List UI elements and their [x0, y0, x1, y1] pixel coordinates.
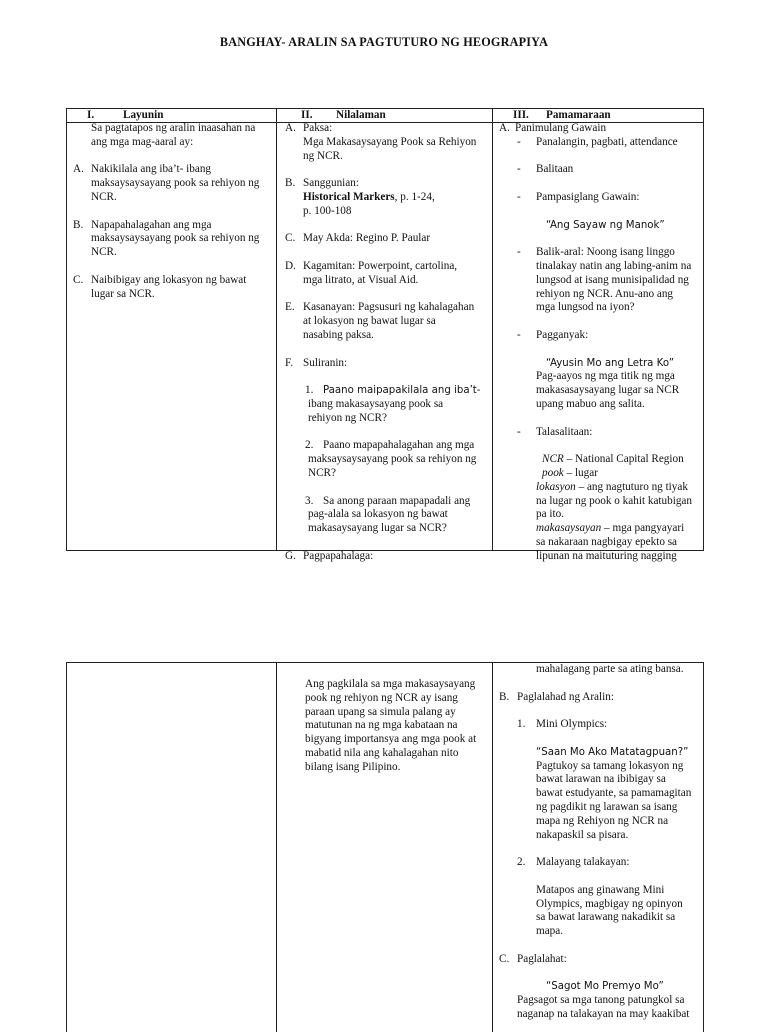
- talasalitaan-bullet: - Talasalitaan:: [517, 425, 593, 438]
- nilalaman-suliranin: F. Suliranin:: [285, 356, 348, 369]
- lesson-plan-table: [66, 108, 704, 562]
- mini-olympics-title: “Saan Mo Ako Matatagpuan?”: [536, 746, 689, 758]
- layunin-item-c: C. Naibibigay ang lokasyon ng bawat lugar sa NCR.: [73, 273, 247, 300]
- pamamaraan-c: C. Paglalahat:: [499, 952, 567, 965]
- document-title: BANGHAY- ARALIN SA PAGTUTURO NG HEOGRAPIYA: [219, 35, 549, 49]
- balitaan-bullet: - Balitaan: [517, 163, 574, 176]
- pamamaraan-b: B. Paglalahad ng Aralin:: [499, 690, 614, 703]
- pampasigla-title: “Ang Sayaw ng Manok”: [546, 219, 665, 231]
- column-divider: [276, 109, 277, 550]
- suliranin-item-1: 1. Paano maipapakilala ang iba’t- ibang makasaysayang pook sa rehiyon ng NCR?: [305, 384, 481, 424]
- mini-olympics-description: Pagtukoy sa tamang lokasyon ng bawat larawan na ibibigay sa bawat estudyante, sa pamamagitan ng pagdikit ng larawan sa isang mapa ng Rehiyon ng NCR na nakapaskil sa pisara.: [536, 759, 692, 841]
- header-nilalaman: II. Nilalaman: [301, 109, 386, 121]
- pagganyak-bullet: - Pagganyak:: [517, 328, 589, 341]
- nilalaman-kasanayan: E. Kasanayan: Pagsusuri ng kahalagahan at lokasyon ng bawat lugar sa nasabing paksa.: [285, 301, 475, 341]
- layunin-item-a: A. Nakikilala ang iba’t- ibang maksaysaysayang pook sa rehiyon ng NCR.: [73, 163, 260, 203]
- header-layunin: I. Layunin: [87, 109, 164, 121]
- pamamaraan-a: A. Panimulang Gawain: [499, 122, 607, 134]
- glossary-ncr: NCR – National Capital Region: [542, 453, 684, 466]
- mini-olympics: 1. Mini Olympics:: [517, 718, 608, 731]
- nilalaman-sanggunian: B. Sanggunian: Historical Markers, p. 1-24, p. 100-108: [285, 177, 435, 217]
- nilalaman-kagamitan: D. Kagamitan: Powerpoint, cartolina, mga litrato, at Visual Aid.: [285, 259, 458, 286]
- paglalahat-title: “Sagot Mo Premyo Mo”: [546, 981, 664, 993]
- panalangin-bullet: - Panalangin, pagbati, attendance: [517, 135, 678, 148]
- column-divider: [492, 109, 493, 550]
- nilalaman-column: [285, 122, 490, 564]
- column-divider: [492, 663, 493, 1032]
- malayang-talakayan-description: Matapos ang ginawang Mini Olympics, magbigay ng opinyon sa bawat larawang nakadikit sa mapa.: [536, 883, 683, 938]
- suliranin-item-3: 3. Sa anong paraan mapapadali ang pag-alala sa lokasyon ng bawat makasaysayang lugar sa NCR?: [305, 494, 471, 535]
- glossary-pook: pook – lugar: [542, 466, 598, 479]
- layunin-intro-line: ang mga mag-aaral ay:: [91, 135, 194, 148]
- pagganyak-title: “Ayusin Mo ang Letra Ko”: [546, 357, 674, 369]
- nilalaman-pagpapahalaga: G. Pagpapahalaga:: [285, 549, 374, 562]
- balik-aral-bullet: - Balik-aral: Noong isang linggo tinalakay natin ang labing-anim na lungsod at isang munisipalidad ng rehiyon ng NCR. Anu-ano ang mga lungsod na iyon?: [517, 246, 692, 314]
- glossary-lokasyon: lokasyon – ang nagtuturo ng tiyak: [536, 480, 688, 493]
- suliranin-item-2: 2. Paano mapapahalagahan ang mga maksaysaysayang pook sa rehiyon ng NCR?: [305, 439, 477, 479]
- pamamaraan-column-continued: [499, 663, 699, 1022]
- nilalaman-paksa: A. Paksa: Mga Makasaysayang Pook sa Rehiyon ng NCR.: [285, 122, 477, 162]
- header-pamamaraan: III. Pamamaraan: [513, 109, 611, 121]
- pagganyak-description: Pag-aayos ng mga titik ng mga makasasaysayang lugar sa NCR upang mabuo ang salita.: [536, 370, 680, 410]
- column-divider: [276, 663, 277, 1032]
- paglalahat-description: Pagsagot sa mga tanong patungkol sa naganap na talakayan na may kaakibat: [517, 994, 690, 1020]
- continuation-line: mahalagang parte sa ating bansa.: [536, 663, 684, 675]
- glossary-makasaysayan: makasaysayan – mga pangyayari: [536, 522, 685, 535]
- glossary: NCR – National Capital Region pook – lugar lokasyon – ang nagtuturo ng tiyak na lugar ng pook o kahit katubigan pa ito. makasaysayan – mga pangyayari sa nakaraan nagbigay epekto sa lipunan na maituturing nagging: [499, 453, 699, 563]
- pampasigla-bullet: - Pampasiglang Gawain:: [517, 190, 640, 203]
- layunin-item-b: B. Napapahalagahan ang mga maksaysaysayang pook sa rehiyon ng NCR.: [73, 218, 260, 259]
- lesson-plan-table-continued: [66, 662, 704, 1032]
- layunin-column: [73, 122, 273, 301]
- pamamaraan-column: [499, 122, 699, 564]
- layunin-intro-line: Sa pagtatapos ng aralin inaasahan na: [91, 122, 256, 134]
- nilalaman-may-akda: C. May Akda: Regino P. Paular: [285, 232, 431, 245]
- pagpapahalaga-text: Ang pagkilala sa mga makasaysayang pook ng rehiyon ng NCR ay isang paraan upang sa simula palang ay matutunan na ng mga kabataan na bigyang importansya ang mga pook at mabatid nila ang kahalagahan nito bilang isang Pilipino.: [305, 678, 477, 773]
- malayang-talakayan: 2. Malayang talakayan:: [517, 856, 630, 869]
